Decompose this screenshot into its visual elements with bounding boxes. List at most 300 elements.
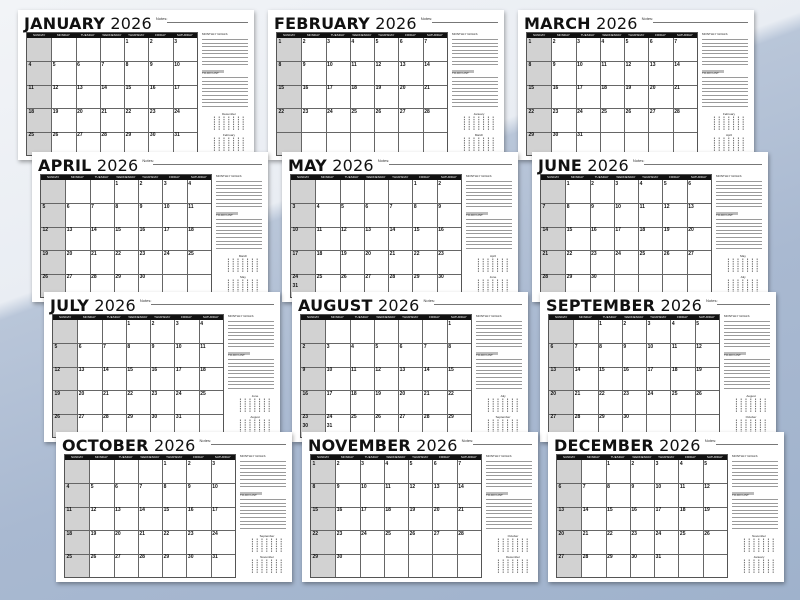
todo-line [716,219,762,220]
todo-line [202,106,248,107]
goal-line [476,339,522,340]
day-number: 7 [91,203,94,210]
weekday-header [291,175,461,180]
mini-calendar-title: May [240,275,246,279]
day-number: 30 [139,274,146,281]
day-number: 13 [433,483,440,490]
weekday-saturday: SATURDAY [426,33,443,37]
day-number: 4 [200,320,203,327]
todo-line [724,359,770,360]
day-number: 18 [351,85,357,92]
day-number: 18 [671,367,678,374]
day-number: 31 [174,132,180,139]
day-number: 4 [679,460,683,467]
day-number: 21 [674,85,680,92]
calendar-page-august [292,292,528,442]
mini-calendar-title: March [474,133,484,137]
day-number: 4 [28,61,32,68]
weekday-tuesday: TUESDAY [580,33,595,37]
monthly-goals-label: MONTHLY GOALS [466,174,492,178]
grid-col-line [432,460,433,577]
day-number: 28 [389,274,396,281]
weekday-thursday: THURSDAY [412,455,429,459]
day-number: 2 [302,343,306,350]
mini-calendar-prev [250,534,284,552]
month-grid [556,454,728,578]
day-number: 6 [399,343,403,350]
goal-line [240,472,286,473]
year-label: 2026 [659,436,701,455]
month-title [524,14,638,33]
goal-line [240,486,286,487]
day-number: 27 [365,274,371,281]
todo-line [202,102,248,103]
day-number: 27 [399,108,406,115]
todo-line [486,499,532,500]
day-number: 24 [212,530,218,537]
day-number: 6 [399,38,403,45]
day-number: 13 [649,61,656,68]
goal-line [240,479,286,480]
todo-line [486,517,532,518]
goal-line [486,483,532,484]
day-number: 6 [433,460,437,467]
goal-line [702,39,748,40]
day-number: 18 [200,367,206,374]
todo-line [452,91,498,92]
day-number: 26 [704,530,710,537]
month-title [288,156,374,175]
weekday-saturday: SATURDAY [706,455,723,459]
goal-line [476,343,522,344]
day-number: 5 [90,483,94,490]
day-number: 16 [302,390,309,397]
weekday-tuesday: TUESDAY [330,33,345,37]
month-title [308,436,458,455]
mini-calendar-dates [462,116,496,130]
day-number: 3 [655,460,659,467]
notes-line [434,304,522,305]
day-number: 27 [433,530,440,537]
day-number: 22 [312,530,319,537]
month-name: MARCH [524,14,591,33]
weekday-friday: FRIDAY [439,455,450,459]
mini-calendar-dates [496,559,530,573]
goal-line [732,461,778,462]
grid-col-line [457,460,458,577]
day-number: 9 [302,61,306,68]
day-number: 3 [577,38,580,45]
goal-line [228,325,274,326]
goal-line [216,195,262,196]
notes-line [716,444,778,445]
todo-label: TO-DO LIST [228,352,245,357]
day-number: 20 [365,250,371,257]
day-number: 6 [66,203,70,210]
mini-calendar-next [712,133,746,151]
day-number: 23 [139,250,146,257]
goal-line [476,335,522,336]
side-panel [716,174,762,296]
mini-calendar-dates [476,279,510,293]
day-number: 6 [365,203,369,210]
todo-label: TO-DO LIST [476,352,493,357]
side-panel [202,32,248,154]
goal-line [724,328,770,329]
day-number: 11 [639,203,645,210]
mini-calendar-dates [712,116,746,130]
day-number: 7 [423,343,427,350]
month-name: NOVEMBER [308,436,411,455]
day-number: 15 [413,227,420,234]
grid-col-line [384,460,385,577]
grid-col-line [350,38,351,155]
day-number: 4 [66,483,70,490]
day-number: 17 [577,85,583,92]
todo-line [216,230,262,231]
mini-calendar-title: October [745,415,757,419]
weekday-friday: FRIDAY [405,33,416,37]
day-number: 5 [696,320,699,327]
notes-line [432,22,498,23]
day-number: 20 [399,85,406,92]
month-title [274,14,417,33]
todo-line [202,95,248,96]
todo-line [476,363,522,364]
mini-calendar-title: April [725,133,732,137]
day-number: 11 [601,61,607,68]
grid-col-line [646,320,647,437]
weekday-tuesday: TUESDAY [118,455,133,459]
day-number: 26 [409,530,416,537]
goal-line [476,325,522,326]
goal-line [216,203,262,204]
todo-line [216,223,262,224]
day-number: 16 [631,507,637,514]
mini-calendar-next [212,133,246,151]
day-number: 28 [91,274,97,281]
goal-line [240,483,286,484]
goal-line [486,486,532,487]
grid-col-line [648,38,649,155]
goal-line [716,195,762,196]
month-name: FEBRUARY [274,14,370,33]
day-number: 30 [336,554,343,561]
mini-calendar-dates [462,137,496,151]
monthly-goals-label: MONTHLY GOALS [228,314,254,318]
goal-line [702,50,748,51]
day-number: 8 [599,343,602,350]
todo-label: TO-DO LIST [724,352,741,357]
goal-line [486,461,532,462]
todo-line [452,102,498,103]
todo-line [466,233,512,234]
day-number: 11 [316,227,323,234]
day-number: 31 [655,554,662,561]
day-number: 29 [599,414,605,421]
weekday-sunday: SUNDAY [317,455,330,459]
goal-line [724,325,770,326]
day-number: 30 [151,414,158,421]
year-label: 2026 [375,14,417,33]
mini-calendar-dates [726,258,760,272]
goal-line [466,195,512,196]
day-number: 6 [558,483,562,490]
grid-col-line [301,38,302,155]
goal-line [724,321,770,322]
todo-label: TO-DO LIST [466,212,483,217]
mini-calendar-dates [476,258,510,272]
todo-line [732,524,778,525]
todo-line [732,510,778,511]
day-number: 3 [361,460,364,467]
goal-line [716,206,762,207]
goal-line [452,57,498,58]
day-number: 19 [696,367,702,374]
goal-line [466,181,512,182]
weekday-wednesday: WEDNESDAY [128,315,148,319]
day-number: 30 [591,274,597,281]
day-number: 26 [54,414,61,421]
mini-calendar-prev [238,394,272,412]
weekday-saturday: SATURDAY [176,33,193,37]
day-number: 14 [103,367,109,374]
todo-line [702,81,748,82]
side-panel [702,32,748,154]
weekday-monday: MONDAY [570,175,584,179]
day-number: 21 [389,250,396,257]
todo-line [228,359,274,360]
goal-line [476,346,522,347]
day-number: 2 [631,460,635,467]
day-number: 19 [341,250,347,257]
day-number: 26 [375,108,382,115]
day-number: 4 [351,343,354,350]
day-number: 19 [375,85,382,92]
day-number: 9 [591,203,594,210]
day-number: 20 [66,250,73,257]
day-number: 18 [601,85,607,92]
mini-calendar-dates [734,398,768,412]
day-number: 13 [78,367,85,374]
year-label: 2026 [377,296,420,315]
weekday-monday: MONDAY [306,33,320,37]
day-number: 4 [639,180,643,187]
year-label: 2026 [660,296,703,315]
day-number: 23 [302,414,309,421]
weekday-tuesday: TUESDAY [94,175,109,179]
day-number: 2 [149,38,153,45]
day-number: 15 [127,367,133,374]
day-number: 20 [115,530,121,537]
day-number: 30 [623,414,629,421]
day-number: 24 [655,530,662,537]
monthly-goals-label: MONTHLY GOALS [202,32,228,36]
day-number: 8 [607,483,610,490]
day-number: 4 [316,203,320,210]
todo-line [216,244,262,245]
mini-calendar-prev [726,254,760,272]
mini-calendar-dates [250,559,284,573]
day-number: 10 [647,343,654,350]
todo-line [724,373,770,374]
todo-line [732,521,778,522]
day-number: 16 [139,227,146,234]
side-panel [228,314,274,436]
goal-line [716,203,762,204]
weekday-header [277,33,447,38]
mini-calendar-title: October [507,534,519,538]
day-number: 5 [409,460,413,467]
day-number: 3 [615,180,619,187]
month-grid [548,314,720,438]
day-number: 10 [212,483,218,490]
grid-col-line [687,180,688,297]
day-number: 13 [365,227,371,234]
day-number: 14 [542,227,549,234]
day-number: 24 [361,530,367,537]
goal-line [732,483,778,484]
day-number: 23 [336,530,343,537]
weekday-monday: MONDAY [56,33,70,37]
year-label: 2026 [94,296,136,315]
notes-label: Notes: [632,158,645,163]
month-title [38,156,138,175]
year-label: 2026 [416,436,458,455]
todo-line [486,521,532,522]
day-number: 13 [550,367,557,374]
monthly-goals-label: MONTHLY GOALS [216,174,242,178]
month-name: MAY [288,156,327,175]
goal-line [724,343,770,344]
notes-line [473,444,532,445]
todo-line [486,503,532,504]
day-number: 19 [52,108,59,115]
goal-line [702,46,748,47]
day-number: 24 [292,274,299,281]
weekday-wednesday: WEDNESDAY [602,33,622,37]
day-number: 24 [174,108,180,115]
mini-calendar-prev [742,534,776,552]
day-number: 14 [139,507,145,514]
day-number: 2 [623,320,627,327]
day-number: 23 [187,530,194,537]
day-number: 8 [278,61,282,68]
weekday-thursday: THURSDAY [642,175,659,179]
day-number: 8 [448,343,451,350]
day-number: 20 [688,227,694,234]
weekday-wednesday: WEDNESDAY [632,455,652,459]
day-number: 1 [599,320,602,327]
day-number: 30 [302,423,309,430]
day-number: 4 [601,38,605,45]
notes-label: Notes: [139,298,152,303]
mini-calendar-prev [212,112,246,130]
goal-line [202,61,248,62]
side-panel [240,454,286,576]
day-number: 13 [558,507,565,514]
notes-line [151,304,274,305]
day-number: 18 [385,507,391,514]
todo-line [452,99,498,100]
todo-line [716,241,762,242]
weekday-sunday: SUNDAY [47,175,60,179]
weekday-sunday: SUNDAY [533,33,546,37]
month-grid [540,174,712,298]
weekday-thursday: THURSDAY [378,33,395,37]
year-label: 2026 [587,156,629,175]
todo-line [476,377,522,378]
todo-line [240,503,286,504]
day-number: 11 [188,203,194,210]
mini-calendar-next [486,415,520,433]
todo-line [216,248,262,249]
day-number: 23 [151,390,158,397]
weekday-thursday: THURSDAY [154,315,171,319]
todo-label: TO-DO LIST [732,492,749,497]
goal-line [240,465,286,466]
mini-calendar-dates [742,559,776,573]
mini-calendar-title: November [752,534,766,538]
day-number: 16 [591,227,597,234]
day-number: 29 [163,554,170,561]
day-number: 12 [663,203,670,210]
notes-label: Notes: [420,16,433,21]
day-number: 26 [696,390,702,397]
todo-line [716,244,762,245]
day-number: 19 [375,390,381,397]
mini-calendar-next [250,555,284,573]
goal-line [228,335,274,336]
day-number: 8 [125,61,129,68]
goal-line [486,475,532,476]
day-number: 11 [679,483,686,490]
day-number: 2 [336,460,340,467]
mini-calendar-dates [726,279,760,293]
todo-line [466,230,512,231]
todo-line [732,517,778,518]
month-grid [52,314,224,438]
goal-line [216,185,262,186]
grid-col-line [614,180,615,297]
goal-line [486,479,532,480]
day-number: 1 [448,320,451,327]
day-number: 12 [409,483,416,490]
day-number: 25 [28,132,35,139]
mini-calendar-next [238,415,272,433]
day-number: 15 [599,367,605,374]
goal-line [702,61,748,62]
day-number: 19 [625,85,632,92]
goal-line [228,321,274,322]
goal-line [724,346,770,347]
monthly-goals-label: MONTHLY GOALS [732,454,758,458]
goal-line [216,192,262,193]
day-number: 14 [574,367,581,374]
day-number: 28 [542,274,549,281]
day-number: 15 [115,227,121,234]
goal-line [202,53,248,54]
day-number: 15 [312,507,319,514]
day-number: 5 [375,38,379,45]
day-number: 25 [351,108,357,115]
mini-calendar-title: March [238,254,248,258]
todo-line [202,99,248,100]
weekday-thursday: THURSDAY [658,455,675,459]
todo-line [476,381,522,382]
day-number: 11 [66,507,72,514]
weekday-monday: MONDAY [320,175,334,179]
